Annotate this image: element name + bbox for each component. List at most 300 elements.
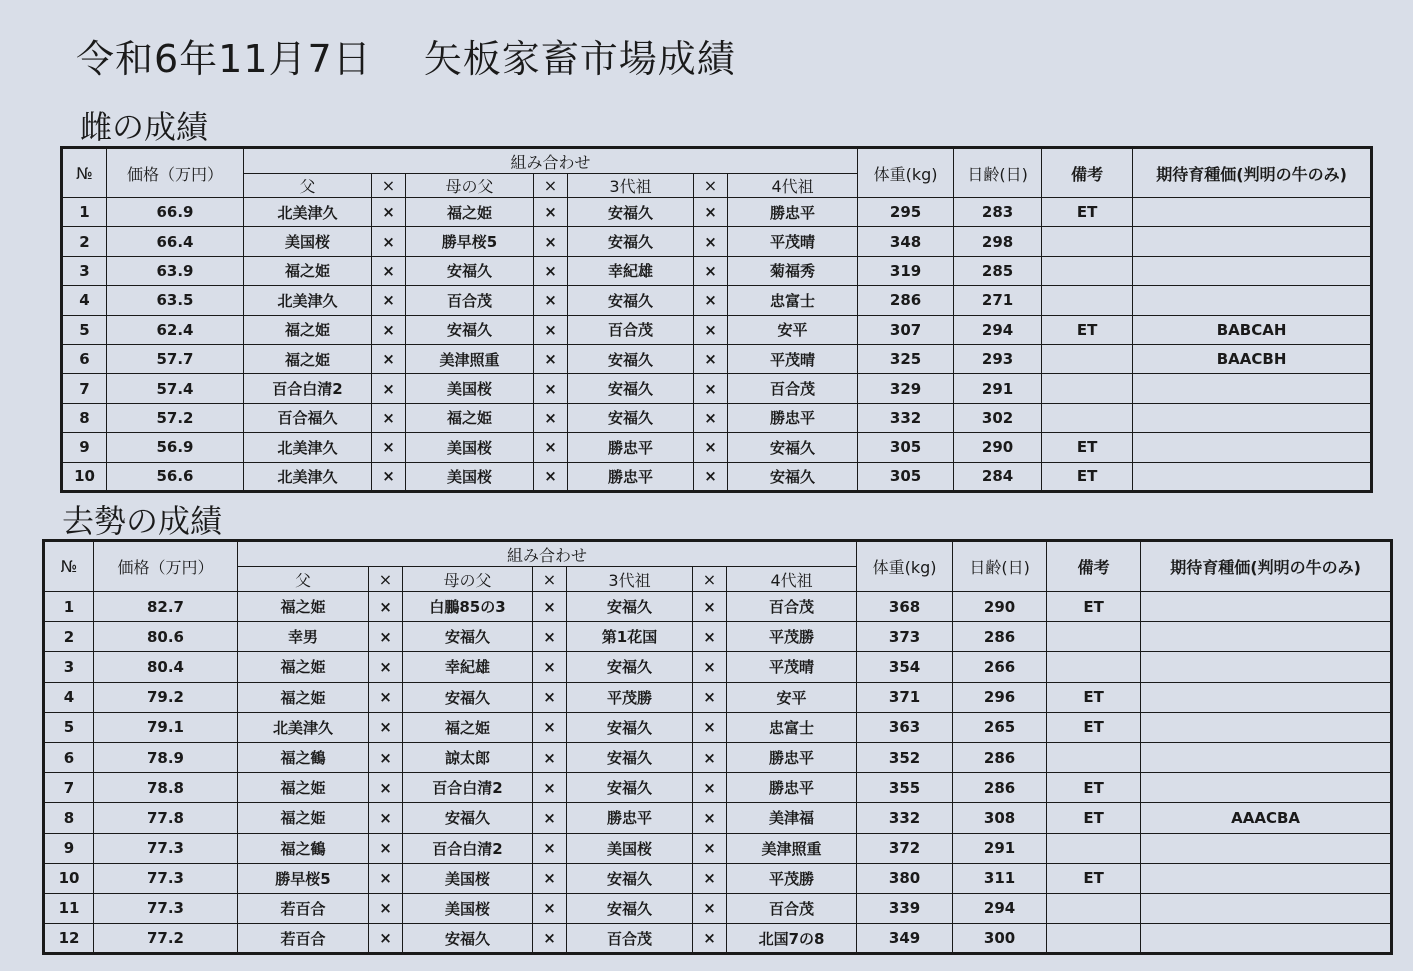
header-third-ancestor: 3代祖 <box>567 567 693 592</box>
times-cell: × <box>369 924 403 954</box>
header-third-ancestor: 3代祖 <box>568 174 694 198</box>
weight-cell: 373 <box>857 622 953 652</box>
table-row <box>44 863 1392 893</box>
note-cell <box>1047 652 1141 682</box>
row-number-cell: 10 <box>44 863 94 893</box>
row-number-cell: 6 <box>44 742 94 772</box>
header-mother-father: 母の父 <box>403 567 533 592</box>
fourth-ancestor-cell: 勝忠平 <box>728 403 858 432</box>
note-cell: ET <box>1047 803 1141 833</box>
mother-father-cell: 美国桜 <box>406 374 534 403</box>
times-cell: × <box>369 712 403 742</box>
weight-cell: 363 <box>857 712 953 742</box>
note-cell <box>1047 893 1141 923</box>
row-number-cell: 5 <box>62 315 107 344</box>
mother-father-cell: 百合白清2 <box>403 773 533 803</box>
mother-father-cell: 安福久 <box>403 803 533 833</box>
times-cell: × <box>534 256 568 285</box>
row-number-cell: 5 <box>44 712 94 742</box>
age-cell: 284 <box>954 462 1042 491</box>
mother-father-cell: 安福久 <box>403 682 533 712</box>
table-row <box>44 773 1392 803</box>
price-cell: 57.2 <box>107 403 244 432</box>
note-cell <box>1042 286 1133 315</box>
header-mother-father: 母の父 <box>406 174 534 198</box>
female-section-title: 雌の成績 <box>80 108 209 146</box>
weight-cell: 380 <box>857 863 953 893</box>
age-cell: 300 <box>953 924 1047 954</box>
expected-breeding-value-cell <box>1141 893 1392 923</box>
mother-father-cell: 百合白清2 <box>403 833 533 863</box>
third-ancestor-cell: 安福久 <box>567 712 693 742</box>
times-cell: × <box>534 462 568 491</box>
price-cell: 56.6 <box>107 462 244 491</box>
times-cell: × <box>694 315 728 344</box>
weight-cell: 349 <box>857 924 953 954</box>
row-number-cell: 1 <box>44 592 94 622</box>
price-cell: 77.3 <box>94 833 238 863</box>
mother-father-cell: 安福久 <box>403 622 533 652</box>
third-ancestor-cell: 勝忠平 <box>568 462 694 491</box>
row-number-cell: 11 <box>44 893 94 923</box>
fourth-ancestor-cell: 安福久 <box>728 462 858 491</box>
header-combination: 組み合わせ <box>238 541 857 567</box>
expected-breeding-value-cell <box>1141 652 1392 682</box>
mother-father-cell: 諒太郎 <box>403 742 533 772</box>
table-header-row <box>44 541 1392 567</box>
father-cell: 北美津久 <box>244 433 372 462</box>
expected-breeding-value-cell <box>1141 592 1392 622</box>
weight-cell: 368 <box>857 592 953 622</box>
mother-father-cell: 幸紀雄 <box>403 652 533 682</box>
note-cell: ET <box>1047 712 1141 742</box>
header-father: 父 <box>244 174 372 198</box>
times-cell: × <box>533 924 567 954</box>
header-expected-breeding-value: 期待育種価(判明の牛のみ) <box>1133 148 1372 198</box>
price-cell: 57.4 <box>107 374 244 403</box>
times-cell: × <box>534 227 568 256</box>
third-ancestor-cell: 安福久 <box>567 592 693 622</box>
mother-father-cell: 美国桜 <box>406 433 534 462</box>
father-cell: 百合白清2 <box>244 374 372 403</box>
header-no: № <box>44 541 94 592</box>
times-cell: × <box>693 863 727 893</box>
times-cell: × <box>372 433 406 462</box>
row-number-cell: 4 <box>62 286 107 315</box>
weight-cell: 372 <box>857 833 953 863</box>
weight-cell: 352 <box>857 742 953 772</box>
father-cell: 北美津久 <box>244 198 372 227</box>
price-cell: 77.8 <box>94 803 238 833</box>
header-price: 価格（万円） <box>94 541 238 592</box>
table-row <box>62 227 1372 256</box>
times-cell: × <box>534 315 568 344</box>
fourth-ancestor-cell: 忠富士 <box>727 712 857 742</box>
row-number-cell: 7 <box>62 374 107 403</box>
expected-breeding-value-cell: BAACBH <box>1133 344 1372 373</box>
times-cell: × <box>693 773 727 803</box>
mother-father-cell: 美国桜 <box>403 863 533 893</box>
price-cell: 79.1 <box>94 712 238 742</box>
mother-father-cell: 福之姫 <box>406 198 534 227</box>
note-cell: ET <box>1042 433 1133 462</box>
times-cell: × <box>693 893 727 923</box>
age-cell: 265 <box>953 712 1047 742</box>
times-cell: × <box>372 227 406 256</box>
times-cell: × <box>533 682 567 712</box>
fourth-ancestor-cell: 百合茂 <box>727 592 857 622</box>
note-cell <box>1042 403 1133 432</box>
times-cell: × <box>534 198 568 227</box>
fourth-ancestor-cell: 勝忠平 <box>728 198 858 227</box>
expected-breeding-value-cell <box>1133 433 1372 462</box>
age-cell: 286 <box>953 742 1047 772</box>
expected-breeding-value-cell <box>1133 286 1372 315</box>
age-cell: 290 <box>953 592 1047 622</box>
price-cell: 63.9 <box>107 256 244 285</box>
father-cell: 福之姫 <box>238 773 369 803</box>
father-cell: 北美津久 <box>238 712 369 742</box>
expected-breeding-value-cell <box>1141 622 1392 652</box>
age-cell: 290 <box>954 433 1042 462</box>
times-cell: × <box>533 833 567 863</box>
table-row <box>62 344 1372 373</box>
weight-cell: 348 <box>858 227 954 256</box>
third-ancestor-cell: 安福久 <box>568 198 694 227</box>
times-cell: × <box>533 592 567 622</box>
times-cell: × <box>533 712 567 742</box>
age-cell: 291 <box>954 374 1042 403</box>
times-cell: × <box>369 803 403 833</box>
times-cell: × <box>693 712 727 742</box>
fourth-ancestor-cell: 平茂晴 <box>728 227 858 256</box>
weight-cell: 307 <box>858 315 954 344</box>
table-header-row <box>62 148 1372 174</box>
table-row <box>62 256 1372 285</box>
father-cell: 北美津久 <box>244 286 372 315</box>
note-cell <box>1047 833 1141 863</box>
header-age: 日齢(日) <box>954 148 1042 198</box>
age-cell: 296 <box>953 682 1047 712</box>
weight-cell: 332 <box>857 803 953 833</box>
fourth-ancestor-cell: 安平 <box>727 682 857 712</box>
father-cell: 福之姫 <box>238 803 369 833</box>
header-times: × <box>693 567 727 592</box>
times-cell: × <box>534 374 568 403</box>
row-number-cell: 10 <box>62 462 107 491</box>
mother-father-cell: 福之姫 <box>403 712 533 742</box>
times-cell: × <box>693 803 727 833</box>
third-ancestor-cell: 百合茂 <box>568 315 694 344</box>
note-cell <box>1042 344 1133 373</box>
price-cell: 77.2 <box>94 924 238 954</box>
note-cell: ET <box>1042 198 1133 227</box>
age-cell: 298 <box>954 227 1042 256</box>
times-cell: × <box>694 256 728 285</box>
table-row <box>44 924 1392 954</box>
times-cell: × <box>533 742 567 772</box>
third-ancestor-cell: 幸紀雄 <box>568 256 694 285</box>
fourth-ancestor-cell: 美津照重 <box>727 833 857 863</box>
times-cell: × <box>693 924 727 954</box>
row-number-cell: 3 <box>44 652 94 682</box>
father-cell: 福之鶴 <box>238 833 369 863</box>
table-row <box>62 315 1372 344</box>
row-number-cell: 3 <box>62 256 107 285</box>
note-cell <box>1047 924 1141 954</box>
expected-breeding-value-cell <box>1141 863 1392 893</box>
expected-breeding-value-cell <box>1141 773 1392 803</box>
expected-breeding-value-cell <box>1141 712 1392 742</box>
note-cell <box>1042 374 1133 403</box>
price-cell: 78.8 <box>94 773 238 803</box>
mother-father-cell: 美国桜 <box>403 893 533 923</box>
row-number-cell: 7 <box>44 773 94 803</box>
father-cell: 福之姫 <box>238 682 369 712</box>
third-ancestor-cell: 平茂勝 <box>567 682 693 712</box>
price-cell: 80.6 <box>94 622 238 652</box>
price-cell: 82.7 <box>94 592 238 622</box>
times-cell: × <box>533 652 567 682</box>
row-number-cell: 12 <box>44 924 94 954</box>
father-cell: 北美津久 <box>244 462 372 491</box>
expected-breeding-value-cell <box>1133 374 1372 403</box>
weight-cell: 354 <box>857 652 953 682</box>
fourth-ancestor-cell: 安福久 <box>728 433 858 462</box>
weight-cell: 286 <box>858 286 954 315</box>
times-cell: × <box>369 652 403 682</box>
times-cell: × <box>693 622 727 652</box>
times-cell: × <box>693 682 727 712</box>
age-cell: 308 <box>953 803 1047 833</box>
expected-breeding-value-cell <box>1141 833 1392 863</box>
fourth-ancestor-cell: 勝忠平 <box>727 773 857 803</box>
expected-breeding-value-cell: BABCAH <box>1133 315 1372 344</box>
fourth-ancestor-cell: 北国7の8 <box>727 924 857 954</box>
fourth-ancestor-cell: 忠富士 <box>728 286 858 315</box>
times-cell: × <box>372 403 406 432</box>
expected-breeding-value-cell <box>1141 924 1392 954</box>
weight-cell: 295 <box>858 198 954 227</box>
note-cell <box>1042 227 1133 256</box>
times-cell: × <box>534 344 568 373</box>
father-cell: 百合福久 <box>244 403 372 432</box>
header-fourth-ancestor: 4代祖 <box>728 174 858 198</box>
header-age: 日齢(日) <box>953 541 1047 592</box>
note-cell: ET <box>1047 863 1141 893</box>
age-cell: 302 <box>954 403 1042 432</box>
row-number-cell: 8 <box>62 403 107 432</box>
times-cell: × <box>369 893 403 923</box>
times-cell: × <box>533 622 567 652</box>
times-cell: × <box>694 227 728 256</box>
table-row <box>44 652 1392 682</box>
price-cell: 78.9 <box>94 742 238 772</box>
price-cell: 79.2 <box>94 682 238 712</box>
row-number-cell: 8 <box>44 803 94 833</box>
times-cell: × <box>694 198 728 227</box>
fourth-ancestor-cell: 平茂晴 <box>727 652 857 682</box>
times-cell: × <box>369 622 403 652</box>
father-cell: 福之鶴 <box>238 742 369 772</box>
times-cell: × <box>694 403 728 432</box>
expected-breeding-value-cell <box>1133 227 1372 256</box>
weight-cell: 329 <box>858 374 954 403</box>
times-cell: × <box>533 803 567 833</box>
third-ancestor-cell: 美国桜 <box>567 833 693 863</box>
header-weight: 体重(kg) <box>858 148 954 198</box>
header-price: 価格（万円） <box>107 148 244 198</box>
fourth-ancestor-cell: 菊福秀 <box>728 256 858 285</box>
times-cell: × <box>694 462 728 491</box>
price-cell: 66.4 <box>107 227 244 256</box>
row-number-cell: 4 <box>44 682 94 712</box>
table-row <box>44 803 1392 833</box>
father-cell: 若百合 <box>238 924 369 954</box>
price-cell: 63.5 <box>107 286 244 315</box>
table-row <box>62 433 1372 462</box>
table-row <box>44 682 1392 712</box>
times-cell: × <box>372 462 406 491</box>
expected-breeding-value-cell <box>1133 462 1372 491</box>
price-cell: 66.9 <box>107 198 244 227</box>
note-cell: ET <box>1047 592 1141 622</box>
third-ancestor-cell: 安福久 <box>567 893 693 923</box>
times-cell: × <box>369 863 403 893</box>
third-ancestor-cell: 安福久 <box>567 773 693 803</box>
table-row <box>44 712 1392 742</box>
expected-breeding-value-cell: AAACBA <box>1141 803 1392 833</box>
header-note: 備考 <box>1047 541 1141 592</box>
weight-cell: 355 <box>857 773 953 803</box>
third-ancestor-cell: 勝忠平 <box>567 803 693 833</box>
times-cell: × <box>369 742 403 772</box>
age-cell: 293 <box>954 344 1042 373</box>
third-ancestor-cell: 安福久 <box>567 863 693 893</box>
fourth-ancestor-cell: 百合茂 <box>728 374 858 403</box>
times-cell: × <box>372 198 406 227</box>
times-cell: × <box>534 403 568 432</box>
third-ancestor-cell: 安福久 <box>568 344 694 373</box>
father-cell: 福之姫 <box>238 592 369 622</box>
third-ancestor-cell: 安福久 <box>568 286 694 315</box>
mother-father-cell: 美津照重 <box>406 344 534 373</box>
mother-father-cell: 福之姫 <box>406 403 534 432</box>
times-cell: × <box>369 682 403 712</box>
price-cell: 77.3 <box>94 893 238 923</box>
third-ancestor-cell: 勝忠平 <box>568 433 694 462</box>
fourth-ancestor-cell: 平茂勝 <box>727 863 857 893</box>
expected-breeding-value-cell <box>1133 198 1372 227</box>
times-cell: × <box>694 433 728 462</box>
price-cell: 80.4 <box>94 652 238 682</box>
father-cell: 福之姫 <box>244 256 372 285</box>
table-row <box>62 462 1372 491</box>
expected-breeding-value-cell <box>1141 682 1392 712</box>
times-cell: × <box>369 773 403 803</box>
age-cell: 266 <box>953 652 1047 682</box>
times-cell: × <box>534 286 568 315</box>
fourth-ancestor-cell: 勝忠平 <box>727 742 857 772</box>
header-expected-breeding-value: 期待育種価(判明の牛のみ) <box>1141 541 1392 592</box>
fourth-ancestor-cell: 平茂晴 <box>728 344 858 373</box>
age-cell: 286 <box>953 622 1047 652</box>
header-fourth-ancestor: 4代祖 <box>727 567 857 592</box>
father-cell: 勝早桜5 <box>238 863 369 893</box>
times-cell: × <box>693 592 727 622</box>
fourth-ancestor-cell: 美津福 <box>727 803 857 833</box>
header-times: × <box>694 174 728 198</box>
age-cell: 291 <box>953 833 1047 863</box>
age-cell: 294 <box>953 893 1047 923</box>
mother-father-cell: 美国桜 <box>406 462 534 491</box>
third-ancestor-cell: 安福久 <box>568 403 694 432</box>
times-cell: × <box>369 592 403 622</box>
times-cell: × <box>534 433 568 462</box>
table-row <box>62 403 1372 432</box>
weight-cell: 319 <box>858 256 954 285</box>
third-ancestor-cell: 安福久 <box>568 227 694 256</box>
note-cell: ET <box>1047 682 1141 712</box>
mother-father-cell: 白鵬85の3 <box>403 592 533 622</box>
row-number-cell: 2 <box>62 227 107 256</box>
weight-cell: 305 <box>858 462 954 491</box>
times-cell: × <box>372 374 406 403</box>
expected-breeding-value-cell <box>1141 742 1392 772</box>
father-cell: 福之姫 <box>238 652 369 682</box>
expected-breeding-value-cell <box>1133 256 1372 285</box>
times-cell: × <box>372 286 406 315</box>
mother-father-cell: 安福久 <box>406 315 534 344</box>
header-note: 備考 <box>1042 148 1133 198</box>
header-combination: 組み合わせ <box>244 148 858 174</box>
times-cell: × <box>533 863 567 893</box>
weight-cell: 332 <box>858 403 954 432</box>
times-cell: × <box>372 256 406 285</box>
table-row <box>62 374 1372 403</box>
age-cell: 271 <box>954 286 1042 315</box>
mother-father-cell: 安福久 <box>403 924 533 954</box>
expected-breeding-value-cell <box>1133 403 1372 432</box>
note-cell <box>1042 256 1133 285</box>
header-times: × <box>533 567 567 592</box>
times-cell: × <box>533 893 567 923</box>
note-cell: ET <box>1042 315 1133 344</box>
price-cell: 62.4 <box>107 315 244 344</box>
times-cell: × <box>693 652 727 682</box>
times-cell: × <box>372 315 406 344</box>
fourth-ancestor-cell: 百合茂 <box>727 893 857 923</box>
times-cell: × <box>369 833 403 863</box>
note-cell <box>1047 622 1141 652</box>
note-cell <box>1047 742 1141 772</box>
third-ancestor-cell: 百合茂 <box>567 924 693 954</box>
price-cell: 56.9 <box>107 433 244 462</box>
header-father: 父 <box>238 567 369 592</box>
header-no: № <box>62 148 107 198</box>
header-times: × <box>372 174 406 198</box>
age-cell: 294 <box>954 315 1042 344</box>
father-cell: 福之姫 <box>244 344 372 373</box>
fourth-ancestor-cell: 平茂勝 <box>727 622 857 652</box>
header-times: × <box>369 567 403 592</box>
weight-cell: 325 <box>858 344 954 373</box>
table-row <box>62 198 1372 227</box>
third-ancestor-cell: 安福久 <box>567 652 693 682</box>
age-cell: 283 <box>954 198 1042 227</box>
weight-cell: 339 <box>857 893 953 923</box>
steer-section-title: 去勢の成績 <box>62 502 223 540</box>
